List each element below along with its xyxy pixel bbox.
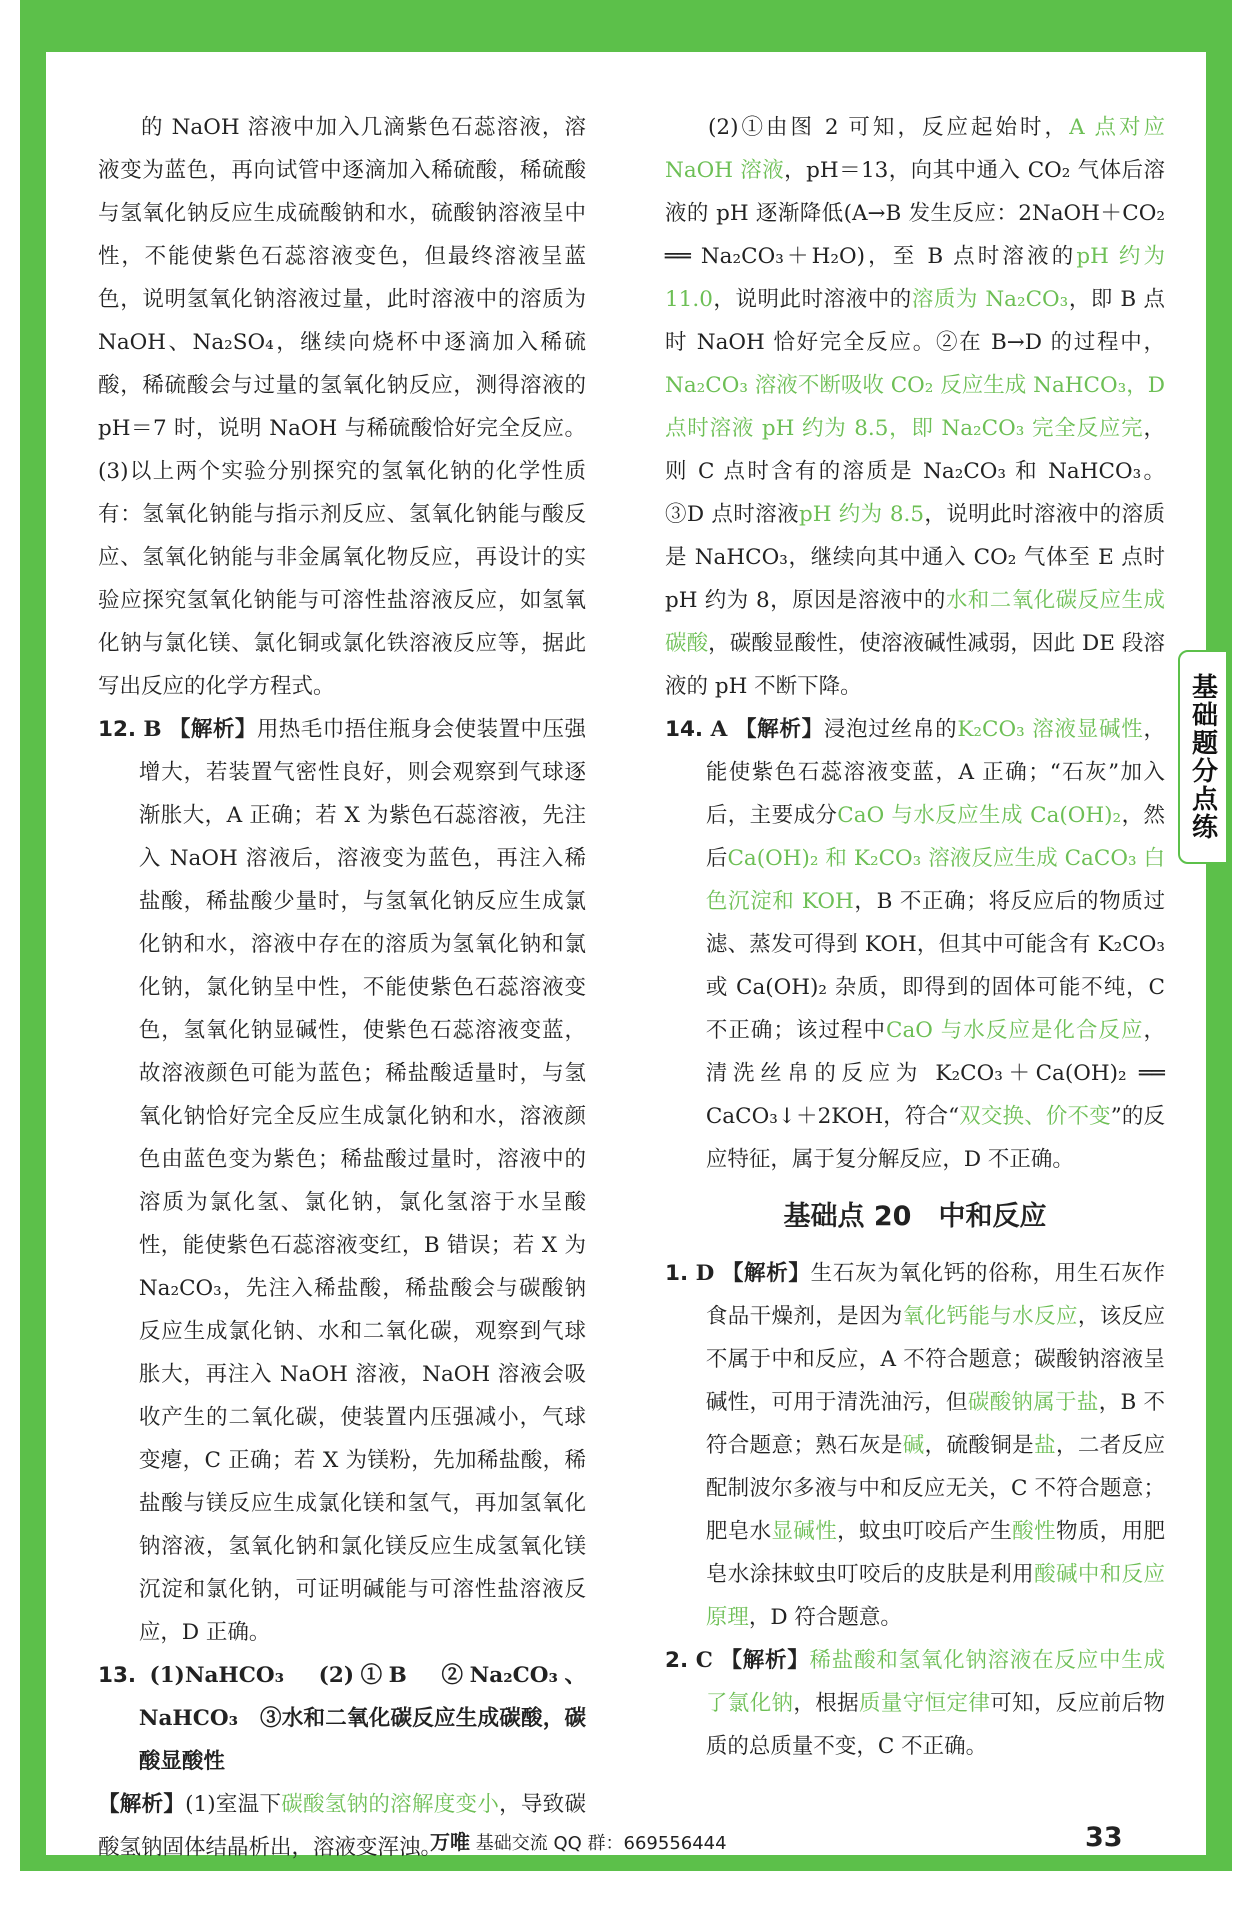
key-point: K₂CO₃ 溶液显碱性 xyxy=(957,717,1144,742)
analysis-tag: 【解析】 xyxy=(98,1792,186,1817)
analysis-text: ，根据 xyxy=(793,1691,860,1716)
key-point: 氧化钙能与水反应 xyxy=(902,1304,1078,1329)
analysis-tag: 【解析】 xyxy=(168,717,257,742)
analysis-text: (2)①由图 2 可知，反应起始时， xyxy=(708,115,1070,140)
question-14-analysis xyxy=(665,708,1165,1181)
key-point: 盐 xyxy=(1034,1433,1056,1458)
analysis-text: ，即 B 点时 NaOH 恰好完全反应。②在 B→D 的过程中， xyxy=(665,287,1166,355)
key-point: 稀盐酸和氢氧化钠溶液在反应中生成了氯化钠 xyxy=(705,1648,1165,1716)
analysis-tag: 【解析】 xyxy=(720,1648,810,1673)
question-12-analysis xyxy=(98,708,586,1654)
analysis-text: ，硫酸铜是 xyxy=(924,1433,1035,1458)
analysis-text: ，碳酸显酸性，使溶液碱性减弱，因此 DE 段溶液的 pH 不断下降。 xyxy=(665,631,1165,699)
analysis-text: 物质，用肥皂水涂抹蚊虫叮咬后的皮肤是利用 xyxy=(705,1519,1165,1587)
key-point: 碳酸钠属于盐 xyxy=(967,1390,1099,1415)
key-point: pH 约为 11.0 xyxy=(665,244,1165,312)
question-2-answer: C xyxy=(695,1648,713,1673)
analysis-text: ，B 不符合题意；熟石灰是 xyxy=(705,1390,1165,1458)
analysis-text: 浸泡过丝帛的 xyxy=(823,717,958,742)
key-point: 碳酸氢钠的溶解度变小 xyxy=(281,1792,500,1817)
analysis-tag: 【解析】 xyxy=(734,717,824,742)
question-13-number: 13. xyxy=(98,1663,137,1688)
question-12-number: 12. xyxy=(98,717,137,742)
analysis-text: ，二者反应配制波尔多液与中和反应无关，C 不符合题意；肥皂水 xyxy=(705,1433,1165,1544)
key-point: CaO 与水反应生成 Ca(OH)₂ xyxy=(837,803,1122,828)
key-point: Ca(OH)₂ 和 K₂CO₃ 溶液反应生成 CaCO₃ 白色沉淀和 KOH xyxy=(705,846,1165,914)
key-point: 碱 xyxy=(902,1433,925,1458)
analysis-text: ，导致碳酸氢钠固体结晶析出，溶液变浑浊。 xyxy=(98,1792,586,1860)
question-13-answer-block xyxy=(98,1654,586,1783)
page-number: 33 xyxy=(1085,1822,1123,1853)
analysis-text: ，D 符合题意。 xyxy=(748,1605,902,1630)
key-point: A 点对应 NaOH 溶液 xyxy=(665,115,1165,183)
analysis-text: ，说明此时溶液中的 xyxy=(712,287,912,312)
question-1-answer: D xyxy=(695,1261,715,1286)
analysis-text: 可知，反应前后物质的总质量不变，C 不正确。 xyxy=(705,1691,1165,1759)
question-1-analysis xyxy=(665,1252,1165,1639)
question-12-answer: B xyxy=(143,717,162,742)
analysis-text: ，则 C 点时含有的溶质是 Na₂CO₃ 和 NaHCO₃。③D 点时溶液 xyxy=(665,416,1165,527)
analysis-tag: 【解析】 xyxy=(721,1261,811,1286)
key-point: 显碱性 xyxy=(771,1519,838,1544)
analysis-text: ，pH＝13，向其中通入 CO₂ 气体后溶液的 pH 逐渐降低(A→B 发生反应：2NaOH＋CO₂ ══ Na₂CO₃＋H₂O)，至 B 点时溶液的 xyxy=(665,158,1165,269)
answer-continuation: 的 NaOH 溶液中加入几滴紫色石蕊溶液，溶液变为蓝色，再向试管中逐滴加入稀硫酸，稀硫酸与氢氧化钠反应生成硫酸钠和水，硫酸钠溶液呈中性，不能使紫色石蕊溶液变色，但最终溶液呈蓝色，说明氢氧化钠溶液过量，此时溶液中的溶质为 NaOH、Na₂SO₄，继续向烧杯中逐滴加入稀硫酸，稀硫酸会与过量的氢氧化钠反应，测得溶液的 pH＝7 时，说明 NaOH 与稀硫酸恰好完全反应。(3)以上两个实验分别探究的氢氧化钠的化学性质有：氢氧化钠能与指示剂反应、氢氧化钠能与酸反应、氢氧化钠能与非金属氧化物反应，再设计的实验应探究氢氧化钠能与可溶性盐溶液反应，如氢氧化钠与氯化镁、氯化铜或氯化铁溶液反应等，据此写出反应的化学方程式。 xyxy=(98,115,586,699)
key-point: 酸碱中和反应原理 xyxy=(705,1562,1165,1630)
footer-qq-group: 基础交流 QQ 群：669556444 xyxy=(475,1833,727,1854)
analysis-text: ”的反应特征，属于复分解反应，D 不正确。 xyxy=(705,1104,1165,1172)
key-point: Na₂CO₃ 溶液不断吸收 CO₂ 反应生成 NaHCO₃，D 点时溶液 pH 约为 8.5，即 Na₂CO₃ 完全反应完 xyxy=(665,373,1165,441)
key-point: 双交换、价不变 xyxy=(959,1104,1111,1129)
analysis-text: (1)室温下 xyxy=(185,1792,282,1817)
left-column xyxy=(98,106,586,1869)
question-14-number: 14. xyxy=(665,717,704,742)
analysis-text: ，能使紫色石蕊溶液变蓝，A 正确；“石灰”加入后，主要成分 xyxy=(705,717,1165,828)
section-title: 基础点 20 中和反应 xyxy=(783,1201,1047,1232)
question-13-part-2 xyxy=(665,106,1165,708)
key-point: pH 约为 8.5 xyxy=(799,502,925,527)
footer xyxy=(430,1826,727,1855)
question-14-answer: A xyxy=(710,717,728,742)
right-border xyxy=(1206,0,1232,1870)
analysis-text: ，清洗丝帛的反应为 K₂CO₃＋Ca(OH)₂ ══ CaCO₃↓＋2KOH，符合“ xyxy=(705,1018,1165,1129)
key-point: 酸性 xyxy=(1012,1519,1056,1544)
left-border xyxy=(20,0,46,1870)
key-point: 质量守恒定律 xyxy=(859,1691,991,1716)
question-2-analysis xyxy=(665,1639,1165,1768)
analysis-text: ，蚊虫叮咬后产生 xyxy=(837,1519,1013,1544)
question-2-number: 2. xyxy=(665,1648,689,1673)
side-tab-label: 基础题分点练 xyxy=(1187,673,1218,841)
side-tab[interactable] xyxy=(1178,650,1228,864)
analysis-text: 用热毛巾捂住瓶身会使装置中压强增大，若装置气密性良好，则会观察到气球逐渐胀大，A 正确；若 X 为紫色石蕊溶液，先注入 NaOH 溶液后，溶液变为蓝色，再注入稀盐酸，稀盐酸少量时，与氢氧化钠反应生成氯化钠和水，溶液中存在的溶质为氢氧化钠和氯化钠，氯化钠呈中性，不能使紫色石蕊溶液变色，氢氧化钠显碱性，使紫色石蕊溶液变蓝，故溶液颜色可能为蓝色；稀盐酸适量时，与氢氧化钠恰好完全反应生成氯化钠和水，溶液颜色由蓝色变为紫色；稀盐酸过量时，溶液中的溶质为氯化氢、氯化钠，氯化氢溶于水呈酸性，能使紫色石蕊溶液变红，B 错误；若 X 为 Na₂CO₃，先注入稀盐酸，稀盐酸会与碳酸钠反应生成氯化钠、水和二氧化碳，观察到气球胀大，再注入 NaOH 溶液，NaOH 溶液会吸收产生的二氧化碳，使装置内压强减小，气球变瘪，C 正确；若 X 为镁粉，先加稀盐酸，稀盐酸与镁反应生成氯化镁和氢气，再加氢氧化钠溶液，氢氧化钠和氯化镁反应生成氢氧化镁沉淀和氯化钠，可证明碱能与可溶性盐溶液反应，D 正确。 xyxy=(138,717,586,1645)
analysis-text: ，B 不正确；将反应后的物质过滤、蒸发可得到 KOH，但其中可能含有 K₂CO₃ 或 Ca(OH)₂ 杂质，即得到的固体可能不纯，C 不正确；该过程中 xyxy=(705,889,1165,1043)
analysis-text: 生石灰为氧化钙的俗称，用生石灰作食品干燥剂，是因为 xyxy=(705,1261,1165,1329)
top-border xyxy=(20,0,1232,52)
analysis-text: ，然后 xyxy=(705,803,1165,871)
question-1-number: 1. xyxy=(665,1261,689,1286)
right-column xyxy=(665,106,1165,1768)
key-point: CaO 与水反应是化合反应 xyxy=(886,1018,1144,1043)
analysis-text: ，该反应不属于中和反应，A 不符合题意；碳酸钠溶液呈碱性，可用于清洗油污，但 xyxy=(705,1304,1165,1415)
key-point: 溶质为 Na₂CO₃ xyxy=(911,287,1069,312)
brand-logo: 万唯 xyxy=(430,1830,470,1854)
analysis-text: ，说明此时溶液中的溶质是 NaHCO₃，继续向其中通入 CO₂ 气体至 E 点时 pH 约为 8，原因是溶液中的 xyxy=(665,502,1165,613)
key-point: 水和二氧化碳反应生成碳酸 xyxy=(665,588,1165,656)
question-13-answer: (1)NaHCO₃ (2)①B ②Na₂CO₃、NaHCO₃ ③水和二氧化碳反应生成碳酸，碳酸显酸性 xyxy=(138,1663,586,1774)
